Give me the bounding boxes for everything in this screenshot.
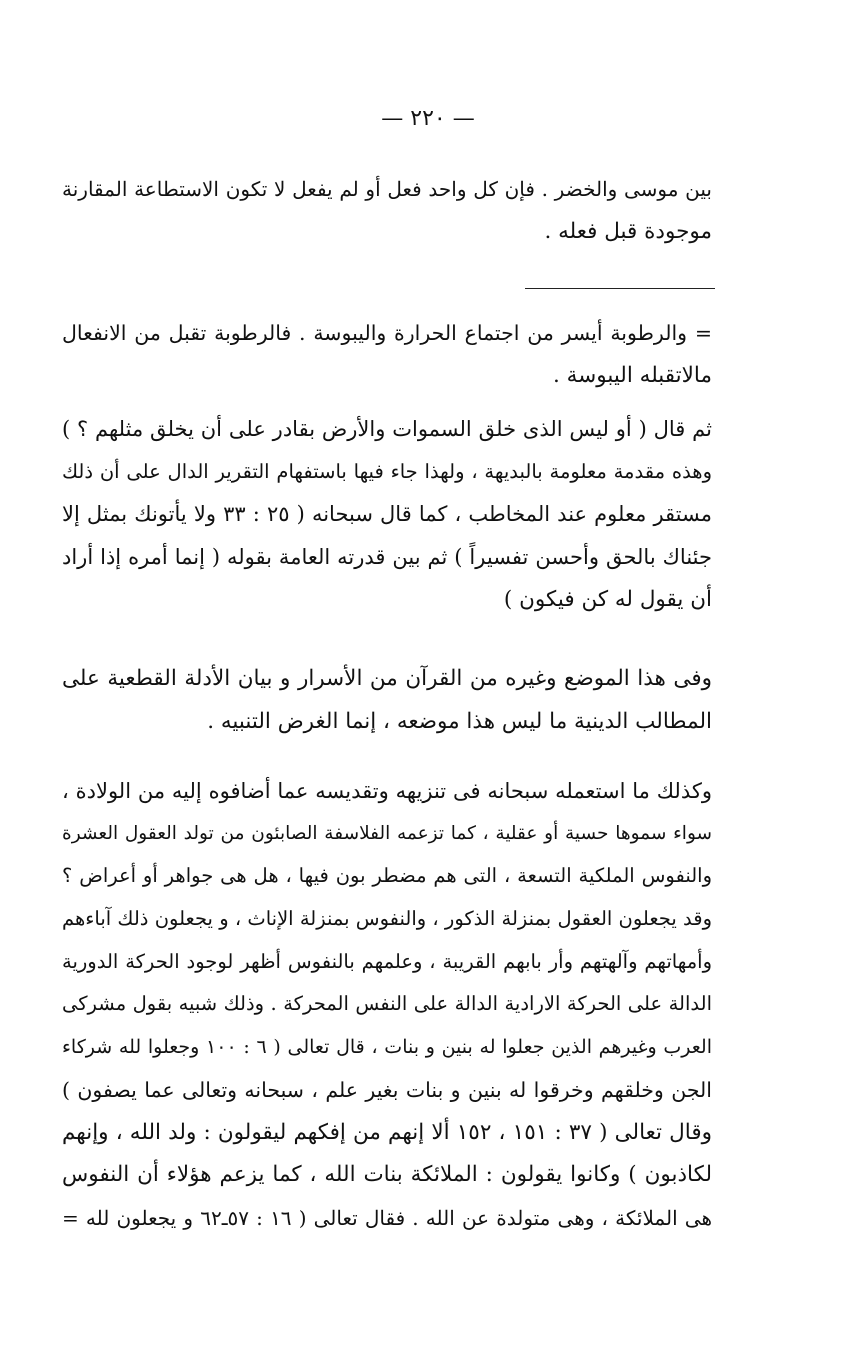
footnote-line: جئناك بالحق وأحسن تفسيراً ) ثم بين قدرته العامة بقوله ( إنما أمره إذا أراد	[62, 545, 712, 570]
footnote-line: لكاذبون ) وكانوا يقولون : الملائكة بنات الله ، كما يزعم هؤلاء أن النفوس	[62, 1162, 712, 1188]
footnote-line: العرب وغيرهم الذين جعلوا له بنين و بنات ، قال تعالى ( ٦ : ١٠٠ وجعلوا لله شركاء	[62, 1036, 712, 1059]
footnote-line: وهذه مقدمة معلومة بالبديهة ، ولهذا جاء فيها باستفهام التقرير الدال على أن ذلك	[62, 459, 712, 483]
footnote-line: وقال تعالى ( ٣٧ : ١٥١ ، ١٥٢ ألا إنهم من إفكهم ليقولون : ولد الله ، وإنهم	[62, 1119, 712, 1145]
footnote-line: وفى هذا الموضع وغيره من القرآن من الأسرار و بيان الأدلة القطعية على	[62, 666, 712, 691]
footnote-paragraph	[62, 770, 712, 1240]
footnote-line: مستقر معلوم عند المخاطب ، كما قال سبحانه ( ٢٥ : ٣٣ ولا يأتونك بمثل إلا	[62, 502, 712, 527]
footnote-line: = والرطوبة أيسر من اجتماع الحرارة واليبوسة . فالرطوبة تقبل من الانفعال	[62, 321, 712, 345]
footnote-line: مالاتقبله اليبوسة .	[553, 362, 712, 388]
footnote-line: أن يقول له كن فيكون )	[503, 586, 712, 612]
footnote-line: وأمهاتهم وآلهتهم وأر بابهم القريبة ، وعلمهم بالنفوس أظهر لوجود الحركة الدورية	[62, 949, 712, 973]
footnote-line: وقد يجعلون العقول بمنزلة الذكور ، والنفوس بمنزلة الإناث ، و يجعلون ذلك آباءهم	[62, 907, 712, 931]
footnote-line: الدالة على الحركة الارادية الدالة على النفس المحركة . وذلك شبيه بقول مشركى	[62, 992, 712, 1016]
footnote-line: الجن وخلقهم وخرقوا له بنين و بنات بغير علم ، سبحانه وتعالى عما يصفون )	[62, 1077, 712, 1102]
main-text-line: موجودة قبل فعله .	[544, 218, 712, 244]
footnote-paragraph	[62, 658, 712, 743]
footnote-line: سواء سموها حسية أو عقلية ، كما تزعمه الفلاسفة الصابئون من تولد العقول العشرة	[62, 822, 712, 844]
footnote-line: المطالب الدينية ما ليس هذا موضعه ، إنما الغرض التنبيه .	[207, 708, 712, 734]
page-number: — ٢٢٠ —	[381, 106, 475, 131]
footnote-line: ثم قال ( أو ليس الذى خلق السموات والأرض بقادر على أن يخلق مثلهم ؟ )	[62, 417, 712, 441]
main-text-line: بين موسى والخضر . فإن كل واحد فعل أو لم يفعل لا تكون الاستطاعة المقارنة	[62, 177, 712, 201]
footnote-paragraph	[62, 312, 712, 397]
footnote-line: والنفوس الملكية التسعة ، التى هم مضطر بون فيها ، هل هى جواهر أو أعراض ؟	[62, 864, 712, 888]
footnote-line: وكذلك ما استعمله سبحانه فى تنزيهه وتقديسه عما أضافوه إليه من الولادة ،	[62, 779, 712, 803]
footnote-paragraph	[62, 408, 712, 621]
footnote-line: هى الملائكة ، وهى متولدة عن الله . فقال تعالى ( ١٦ : ٥٧ـ٦٢ و يجعلون لله =	[62, 1205, 712, 1230]
footnote-separator-rule	[525, 288, 715, 289]
main-text-paragraph	[62, 168, 712, 253]
